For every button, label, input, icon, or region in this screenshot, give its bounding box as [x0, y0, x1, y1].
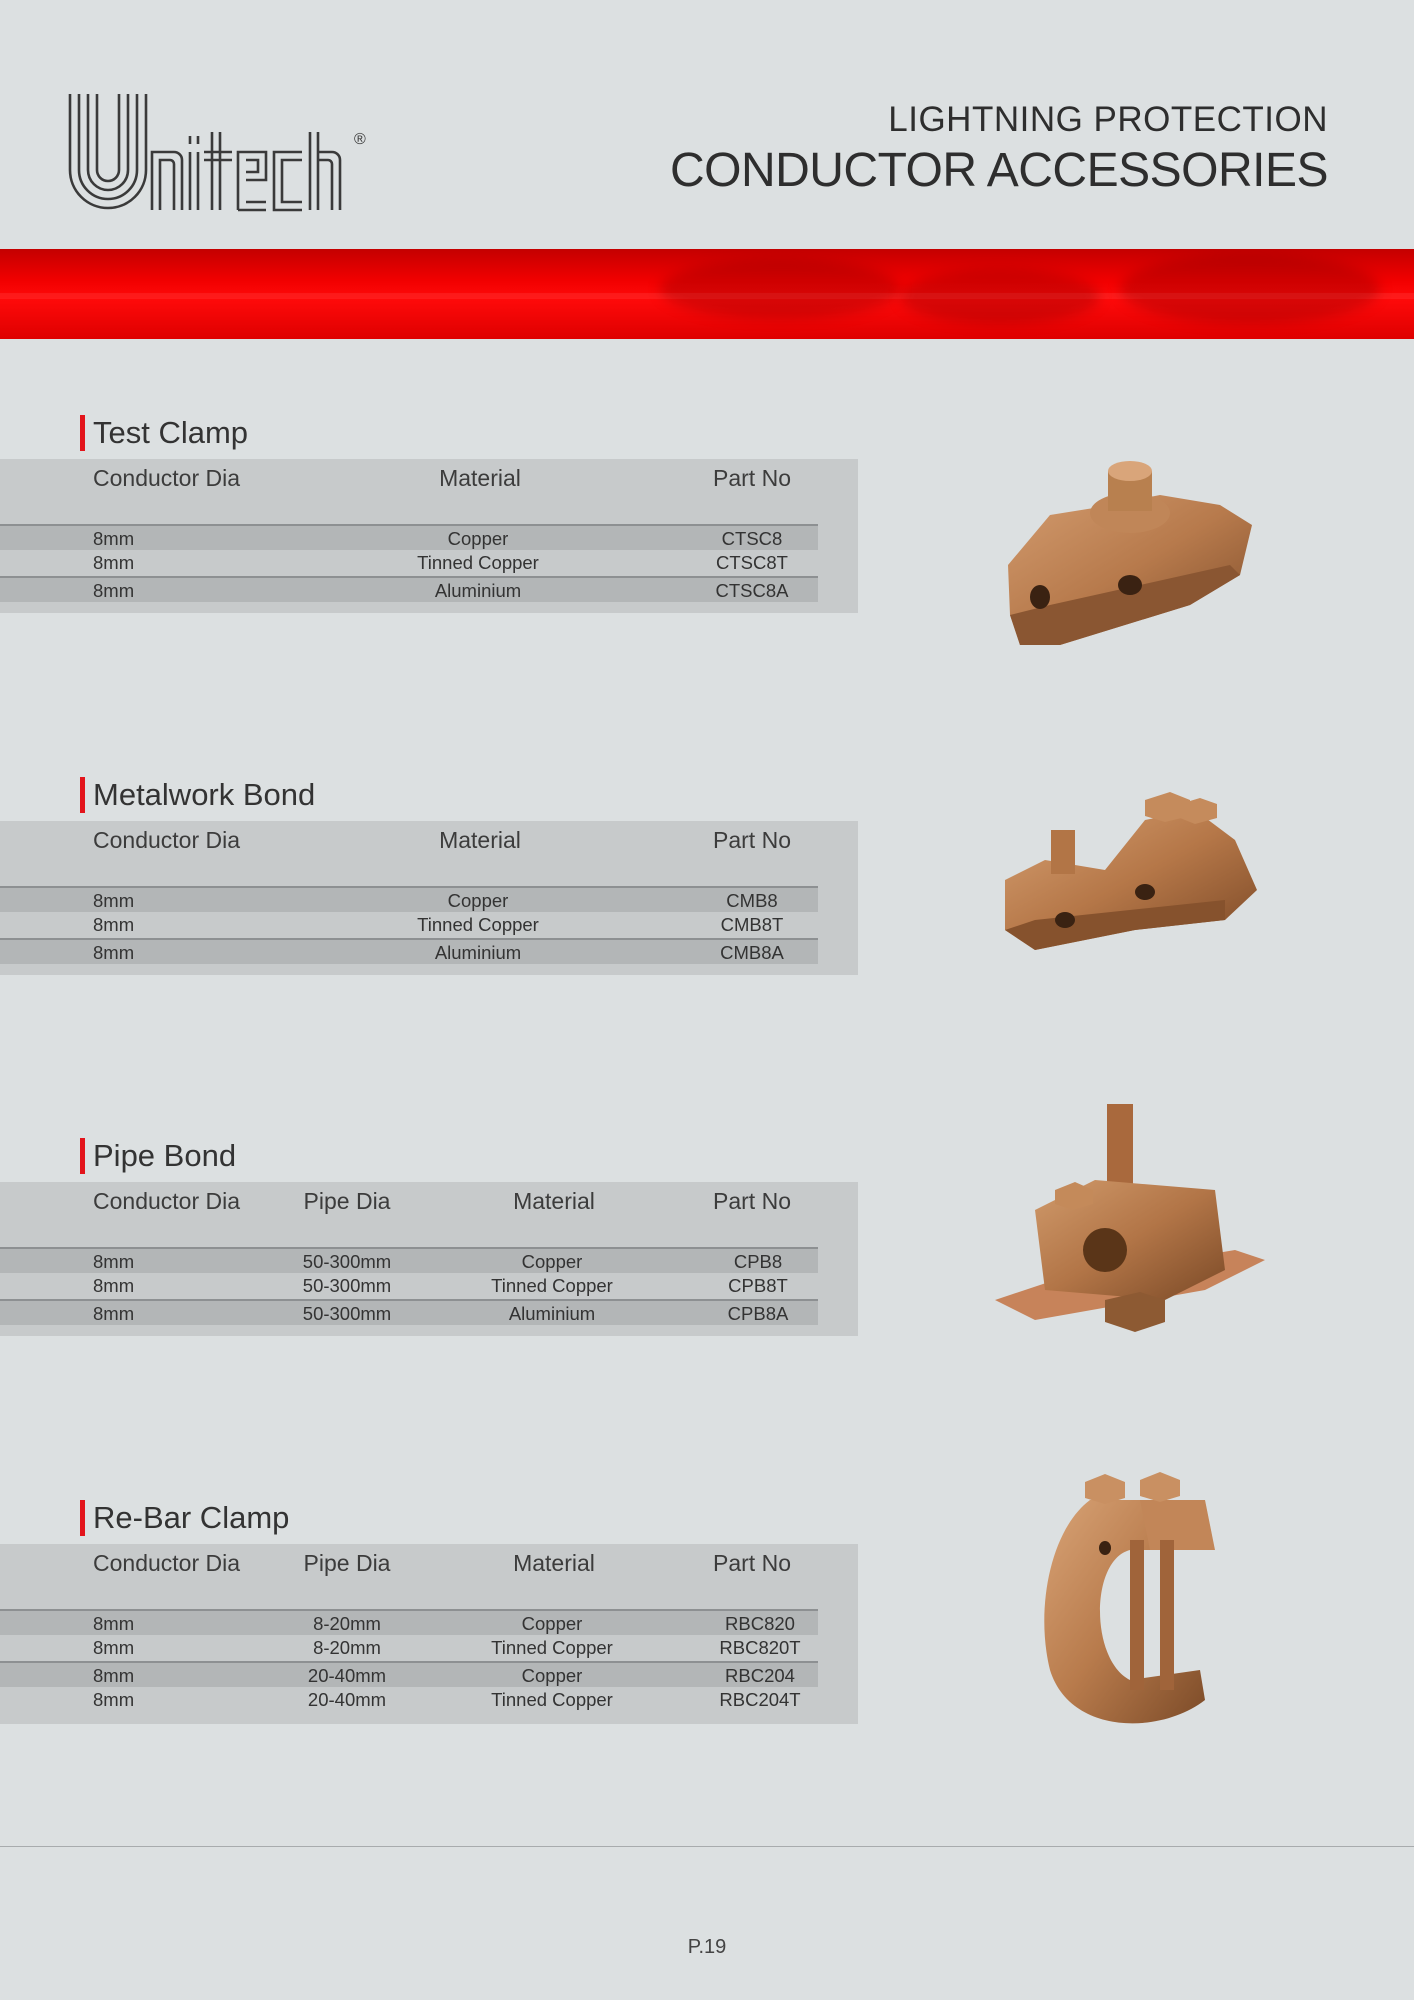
footer-divider [0, 1846, 1414, 1847]
cell: Tinned Copper [491, 1275, 613, 1296]
table-body [0, 1247, 818, 1325]
rebar-clamp-image [1030, 1470, 1240, 1740]
cell: 8-20mm [313, 1637, 381, 1658]
table-row [0, 1299, 818, 1325]
cell: 8mm [93, 890, 135, 911]
cell: RBC204 [725, 1665, 795, 1686]
col-header: Pipe Dia [303, 1188, 391, 1214]
cell: Copper [521, 1613, 583, 1634]
cell: 8mm [93, 1689, 135, 1710]
cell: Copper [447, 890, 509, 911]
cell: 8mm [93, 914, 135, 935]
section-title: Test Clamp [80, 415, 248, 451]
pipe-bond-image [995, 1100, 1275, 1340]
cell: CMB8T [720, 914, 784, 935]
metalwork-bond-image [995, 780, 1275, 960]
unitech-logo [66, 92, 376, 216]
spec-table [0, 821, 858, 975]
section-title: Metalwork Bond [80, 777, 315, 813]
cell: 50-300mm [302, 1251, 392, 1272]
cell: CTSC8 [721, 528, 783, 549]
section-title: Re-Bar Clamp [80, 1500, 289, 1536]
banner-smoke [660, 259, 900, 319]
cell: CMB8 [726, 890, 778, 911]
cell: Tinned Copper [491, 1689, 613, 1710]
col-header: Part No [713, 465, 791, 491]
table-row [0, 1247, 818, 1273]
cell: CPB8 [733, 1251, 783, 1272]
col-header: Conductor Dia [93, 827, 241, 853]
table-row [0, 1273, 818, 1299]
red-banner [0, 249, 1414, 339]
table-row [0, 576, 818, 602]
cell: 8mm [93, 1275, 135, 1296]
cell: 20-40mm [307, 1689, 387, 1710]
cell: CPB8T [728, 1275, 788, 1296]
table-header [0, 821, 858, 873]
spec-table [0, 459, 858, 613]
spec-table [0, 1182, 858, 1336]
heading-line-1: LIGHTNING PROTECTION [888, 100, 1328, 139]
cell: CTSC8T [716, 552, 788, 573]
cell: Aluminium [434, 580, 522, 601]
cell: 8-20mm [313, 1613, 381, 1634]
cell: 8mm [93, 1613, 135, 1634]
table-row [0, 1661, 818, 1687]
col-header: Material [439, 827, 521, 853]
spec-table [0, 1544, 858, 1724]
cell: 8mm [93, 1303, 135, 1324]
registered-mark: ® [354, 131, 366, 148]
cell: Copper [447, 528, 509, 549]
table-row [0, 550, 818, 576]
banner-smoke [1120, 254, 1380, 324]
cell: Tinned Copper [417, 914, 539, 935]
page-heading [670, 98, 1328, 200]
cell: CTSC8A [715, 580, 789, 601]
table-body [0, 524, 818, 602]
cell: 50-300mm [302, 1275, 392, 1296]
col-header: Conductor Dia [93, 465, 241, 491]
table-row [0, 524, 818, 550]
cell: 8mm [93, 1251, 135, 1272]
table-row [0, 1635, 818, 1661]
cell: CPB8A [727, 1303, 789, 1324]
col-header: Material [513, 1550, 595, 1576]
table-row [0, 938, 818, 964]
table-row [0, 912, 818, 938]
cell: Aluminium [508, 1303, 596, 1324]
page-number: P.19 [687, 1936, 727, 1958]
cell: RBC820T [719, 1637, 801, 1658]
cell: 8mm [93, 1637, 135, 1658]
col-header: Conductor Dia [93, 1188, 241, 1214]
cell: Aluminium [434, 942, 522, 963]
table-header [0, 459, 858, 511]
cell: RBC204T [719, 1689, 801, 1710]
col-header: Material [513, 1188, 595, 1214]
cell: 8mm [93, 552, 135, 573]
cell: 20-40mm [307, 1665, 387, 1686]
cell: RBC820 [725, 1613, 795, 1634]
table-body [0, 886, 818, 964]
col-header: Material [439, 465, 521, 491]
col-header: Conductor Dia [93, 1550, 241, 1576]
table-body [0, 1609, 818, 1713]
col-header: Part No [713, 1550, 791, 1576]
heading-line-2: CONDUCTOR ACCESSORIES [669, 144, 1328, 197]
cell: Tinned Copper [417, 552, 539, 573]
banner-smoke [900, 269, 1100, 324]
cell: 8mm [93, 528, 135, 549]
table-row [0, 1609, 818, 1635]
cell: Copper [521, 1665, 583, 1686]
cell: 8mm [93, 580, 135, 601]
table-header [0, 1544, 858, 1596]
cell: 50-300mm [302, 1303, 392, 1324]
col-header: Pipe Dia [303, 1550, 391, 1576]
cell: Tinned Copper [491, 1637, 613, 1658]
table-header [0, 1182, 858, 1234]
test-clamp-image [990, 455, 1270, 655]
col-header: Part No [713, 1188, 791, 1214]
table-row [0, 1687, 818, 1713]
cell: 8mm [93, 1665, 135, 1686]
cell: 8mm [93, 942, 135, 963]
cell: Copper [521, 1251, 583, 1272]
cell: CMB8A [720, 942, 784, 963]
col-header: Part No [713, 827, 791, 853]
section-title: Pipe Bond [80, 1138, 236, 1174]
table-row [0, 886, 818, 912]
